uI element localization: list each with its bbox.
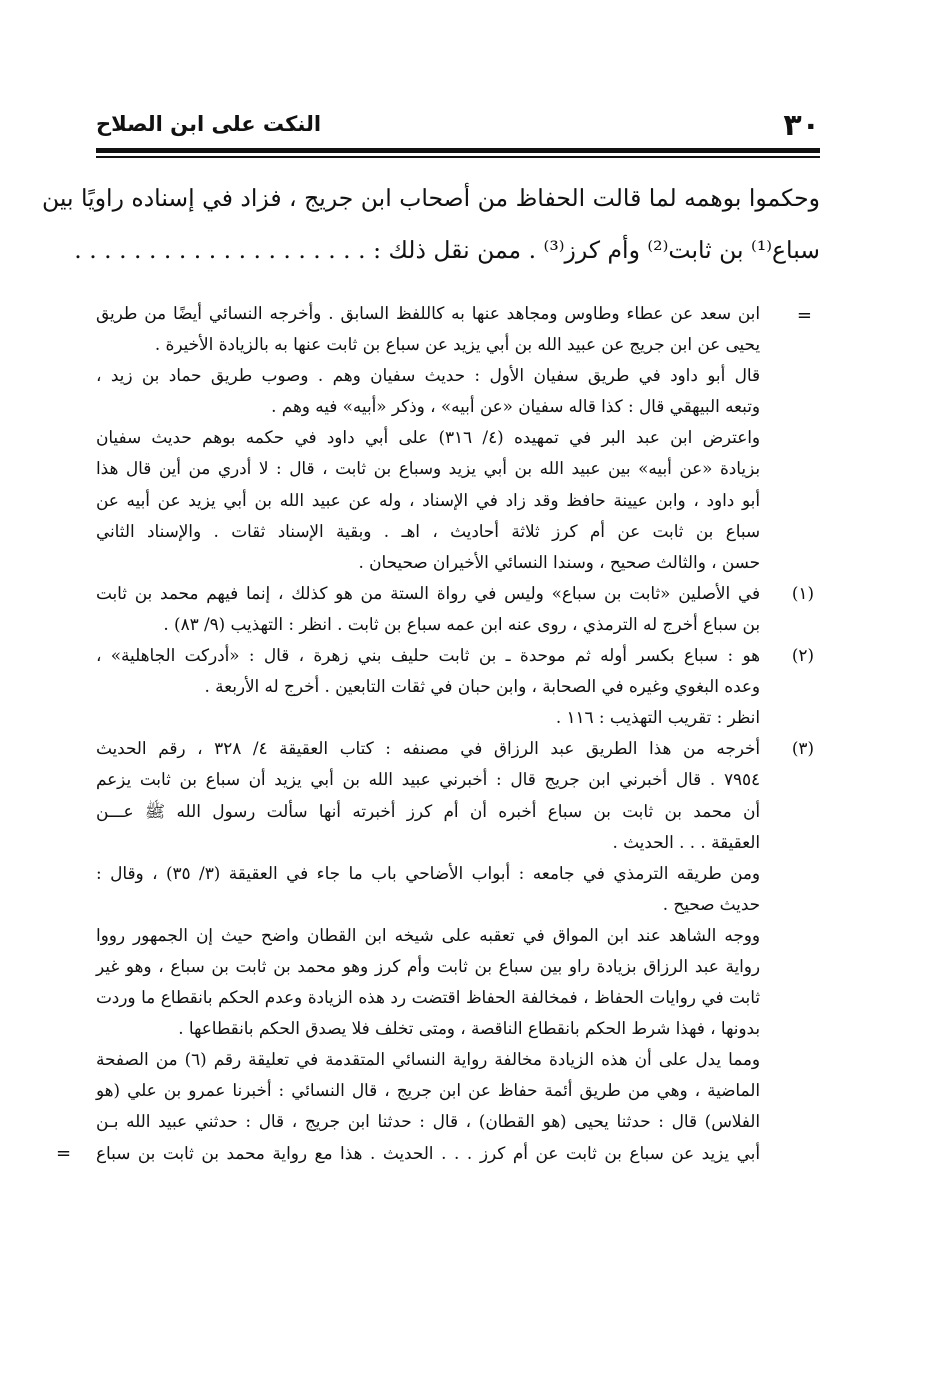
note-line: بزيادة «عن أبيه» بين عبيد الله بن أبي يزيد وسباع بن ثابت ، قال : لا أدري من أين قال هذا bbox=[96, 458, 760, 479]
main-line-2 bbox=[74, 224, 820, 276]
note-line: ومن طريقه الترمذي في جامعه : أبواب الأضاحي باب ما جاء في العقيقة (٣/ ٣٥) ، وقال : bbox=[96, 862, 760, 883]
note-line: ٧٩٥٤ . قال أخبرني ابن جريج قال : أخبرني عبيد الله بن أبي يزيد أن سباع بن ثابت يزعم bbox=[96, 769, 760, 790]
note-line: وعده البغوي وغيره في الصحابة ، وابن حبان في ثقات التابعين . أخرج له الأربعة . bbox=[204, 676, 760, 697]
note-line: الفلاس) قال : حدثنا يحيى (هو القطان) ، قال : حدثنا ابن جريج ، قال : حدثني عبيد الله بـن bbox=[96, 1111, 760, 1132]
main-dots: . . . . . . . . . . . . . . . . . . . . bbox=[74, 236, 366, 264]
note-text: في الأصلين «ثابت بن سباع» وليس في رواة الستة من هو كذلك ، إنما فيهم محمد بن ثابت bbox=[96, 582, 760, 603]
note-line: سباع بن ثابت عن أم كرز ثلاثة أحاديث ، اهـ . وبقية الإسناد ثقات . والإسناد الثاني bbox=[96, 520, 760, 541]
footnote-2 bbox=[96, 640, 814, 671]
footnote-number: (٢) bbox=[791, 645, 814, 666]
note-line: بدونها ، فهذا شرط الحكم بانقطاع الناقصة ، ومتى تخلف فلا يصدق الحكم بانقطاعها . bbox=[178, 1018, 760, 1039]
note-line: ومما يدل على أن هذه الزيادة مخالفة رواية النسائي المتقدمة في تعليقة رقم (٦) من الصفحة bbox=[96, 1049, 761, 1070]
footnote-number: (١) bbox=[791, 582, 814, 603]
note-line: حسن ، والثالث صحيح ، وسندا النسائي الأخيران صحيحان . bbox=[358, 551, 760, 572]
note-line bbox=[96, 298, 812, 329]
footnotes bbox=[56, 298, 814, 1169]
continuation-mark: = bbox=[796, 305, 812, 326]
header-rule-thin bbox=[96, 156, 820, 158]
note-text: أخرجه من هذا الطريق عبد الرزاق في مصنفه : كتاب العقيقة ٤/ ٣٢٨ ، رقم الحديث bbox=[96, 738, 761, 759]
footnote-3 bbox=[96, 733, 814, 764]
end-continuation-mark: = bbox=[56, 1142, 72, 1164]
note-text: أبي يزيد عن سباع بن ثابت عن أم كرز . . . الحديث . هذا مع رواية محمد بن ثابت بن سباع bbox=[96, 1142, 760, 1163]
running-title: النكت على ابن الصلاح bbox=[96, 112, 322, 136]
main-line-1: وحكموا بوهمه لما قالت الحفاظ من أصحاب ابن جريج ، فزاد في إسناده راويًا بين bbox=[42, 184, 820, 212]
note-line: ثابت في روايات الحفاظ ، فمخالفة الحفاظ اقتضت رد هذه الزيادة وعدم الحكم بانقطاع ما وردت bbox=[96, 987, 760, 1008]
page-header bbox=[96, 106, 820, 146]
note-line bbox=[56, 1138, 760, 1169]
note-line: بن سباع أخرج له الترمذي ، روى عنه ابن عمه سباع بن ثابت . انظر : التهذيب (٩/ ٨٣) . bbox=[163, 613, 760, 634]
note-line: أن محمد بن ثابت بن سباع أخبره أن أم كرز أخبرته أنها سألت رسول الله ﷺ عـــن bbox=[96, 800, 760, 821]
note-line: ووجه الشاهد عند ابن المواق في تعقبه على شيخه ابن القطان واضح حيث إن الجمهور رووا bbox=[96, 924, 760, 945]
note-text: ابن سعد عن عطاء وطاوس ومجاهد عنها به كاللفظ السابق . وأخرجه النسائي أيضًا من طريق bbox=[96, 303, 760, 323]
note-line: الماضية ، وهي من طريق أئمة حفاظ عن ابن جريج ، قال النسائي : أخبرنا عمرو بن علي (هو bbox=[96, 1080, 760, 1101]
main-text bbox=[42, 172, 820, 276]
note-line: قال أبو داود في طريق سفيان الأول : حديث سفيان وهم . وصوب طريق حماد بن زيد ، bbox=[96, 365, 760, 386]
note-line: واعترض ابن عبد البر في تمهيده (٤/ ٣١٦) على أبي داود في حكمه بوهم حديث سفيان bbox=[96, 427, 760, 448]
footnote-1 bbox=[96, 578, 814, 609]
note-line: رواية عبد الرزاق بزيادة راو بين سباع بن ثابت وأم كرز وهو محمد بن ثابت بن سباع ، وهو غير bbox=[96, 955, 760, 976]
note-line: العقيقة . . . الحديث . bbox=[612, 831, 760, 852]
note-line: انظر : تقريب التهذيب : ١١٦ . bbox=[555, 707, 760, 728]
footnote-number: (٣) bbox=[791, 738, 814, 759]
note-text: هو : سباع بكسر أوله ثم موحدة ـ بن ثابت حليف بني زهرة ، قال : «أدركت الجاهلية» ، bbox=[96, 645, 760, 666]
note-line: وتبعه البيهقي قال : كذا قاله سفيان «عن أبيه» ، وذكر «أبيه» فيه وهم . bbox=[271, 396, 760, 417]
note-line: حديث صحيح . bbox=[662, 893, 760, 914]
note-line: أبو داود ، وابن عيينة حافظ وقد زاد في الإسناد ، وله عن عبيد الله بن أبي يزيد عن أبيه عن bbox=[96, 489, 760, 510]
main-line-2-text: سباع⁽¹⁾ بن ثابت⁽²⁾ وأم كرز⁽³⁾ . ممن نقل ذلك : bbox=[373, 236, 820, 264]
page-number: ٣٠ bbox=[783, 108, 820, 143]
header-rule-thick bbox=[96, 148, 820, 153]
note-line: يحيى عن ابن جريج عن عبيد الله بن أبي يزيد عن سباع بن ثابت عنها به بالزيادة الأخيرة . bbox=[154, 334, 760, 355]
